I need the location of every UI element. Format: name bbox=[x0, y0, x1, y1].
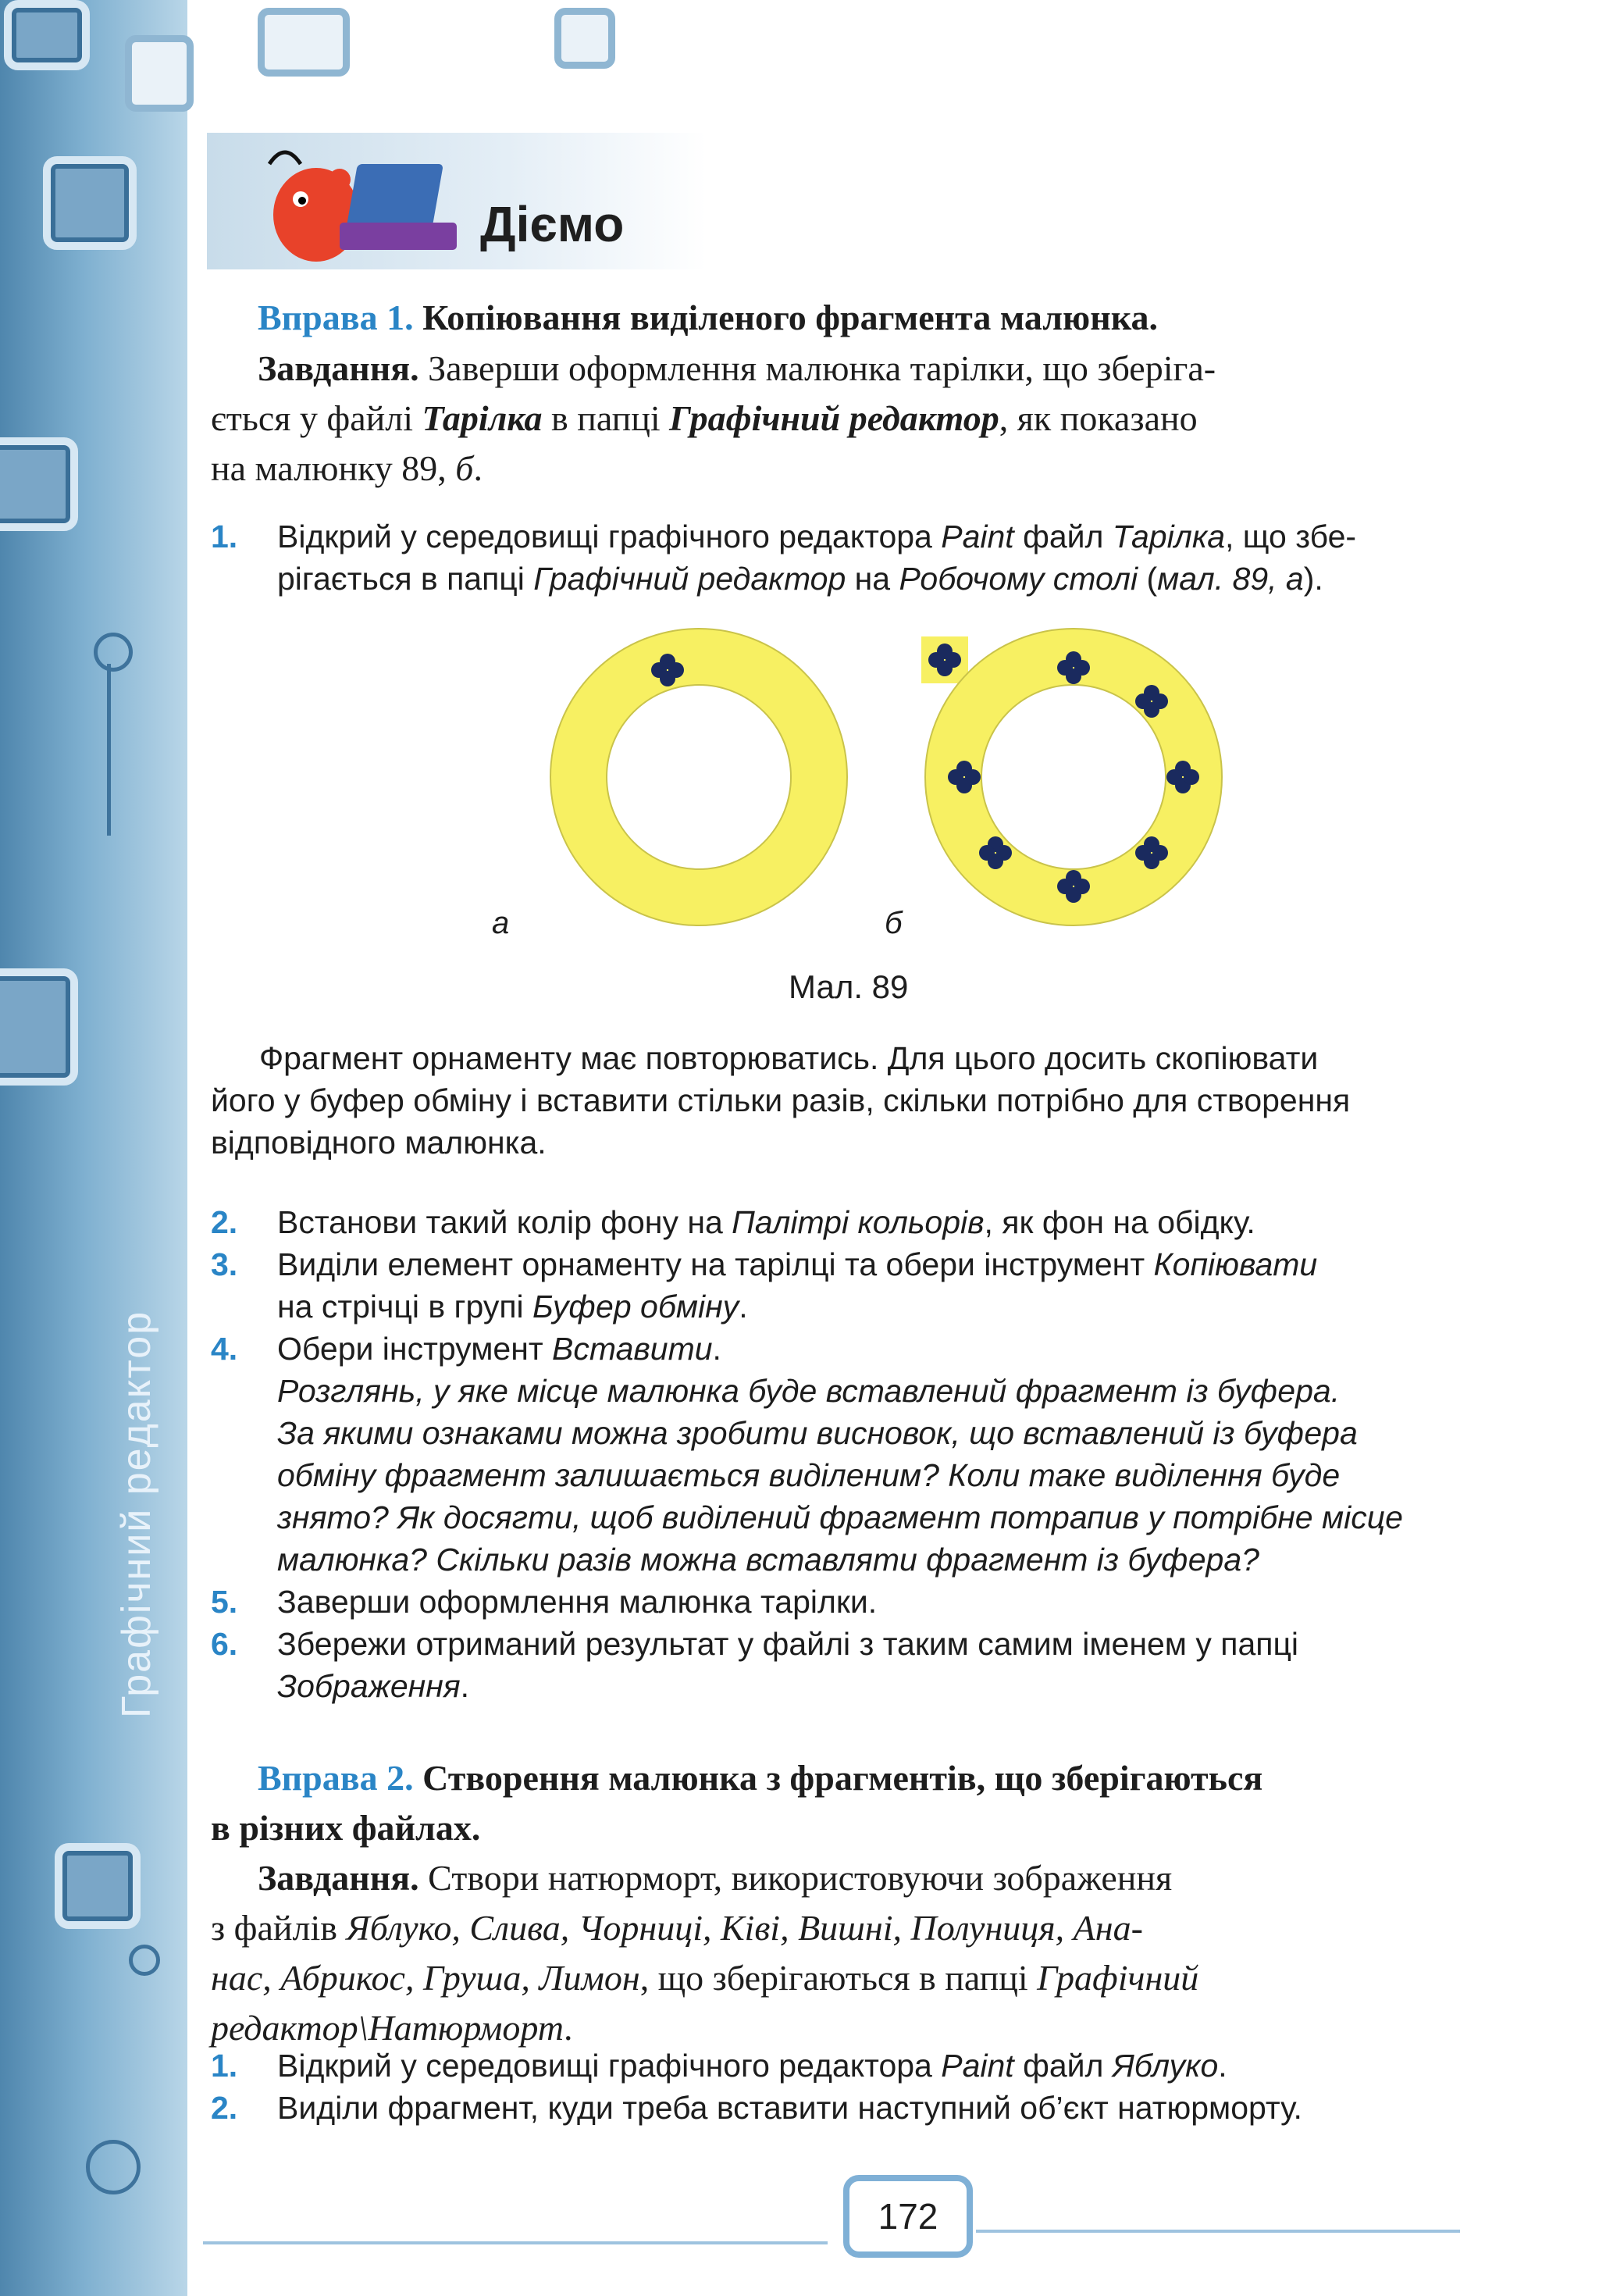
tool-name: Копіювати bbox=[1153, 1246, 1318, 1282]
step-text: , що збе- bbox=[1225, 519, 1357, 554]
question-text: малюнка? Скільки разів можна вставляти фрагмент із буфера? bbox=[277, 1542, 1259, 1578]
step-body bbox=[277, 1243, 1530, 1328]
step-text: Встанови такий колір фону на bbox=[277, 1204, 732, 1240]
exercise-title: в різних файлах. bbox=[211, 1808, 481, 1848]
circle-decoration bbox=[94, 633, 133, 672]
figure-ref: б bbox=[455, 448, 474, 488]
file-names: Яблуко, Слива, Чорниці, Ківі, Вишні, Полуниця, Ана- bbox=[346, 1908, 1143, 1948]
square-decoration bbox=[125, 35, 194, 112]
exercise-2-step-1 bbox=[211, 2045, 1530, 2087]
step-text: ( bbox=[1138, 561, 1158, 597]
question-text: Розглянь, у яке місце малюнка буде вставлений фрагмент із буфера. bbox=[277, 1373, 1341, 1409]
paragraph-line: його у буфер обміну і вставити стільки разів, скільки потрібно для створення bbox=[211, 1082, 1351, 1118]
step-text: Заверши оформлення малюнка тарілки. bbox=[277, 1584, 878, 1620]
page-number: 172 bbox=[843, 2175, 973, 2258]
line-decoration bbox=[107, 664, 111, 836]
step-number: 2. bbox=[211, 2090, 238, 2126]
step-body bbox=[277, 1201, 1530, 1243]
square-decoration bbox=[0, 968, 78, 1086]
step-text: . bbox=[1218, 2048, 1227, 2084]
step-text: ). bbox=[1303, 561, 1323, 597]
figure-ref: мал. 89, а bbox=[1157, 561, 1304, 597]
step-body bbox=[277, 1328, 1530, 1581]
task-text: на малюнку 89, bbox=[211, 448, 456, 488]
footer-line bbox=[203, 2241, 828, 2244]
exercise-1-task bbox=[211, 344, 1530, 494]
file-name: Тарілка bbox=[1112, 519, 1225, 554]
step-body bbox=[277, 2045, 1530, 2087]
step-number: 1. bbox=[211, 519, 238, 554]
step-number: 6. bbox=[211, 1626, 238, 1662]
figure-label-a: а bbox=[492, 906, 510, 940]
file-name: Тарілка bbox=[422, 398, 543, 438]
step-text: на bbox=[846, 561, 899, 597]
step-text: Відкрий у середовищі графічного редактора bbox=[277, 2048, 942, 2084]
step-text: Збережи отриманий результат у файлі з таким самим іменем у папці bbox=[277, 1626, 1299, 1662]
exercise-2-heading bbox=[211, 1753, 1530, 1853]
step-text: на стрічці в групі bbox=[277, 1289, 533, 1324]
step-body bbox=[277, 515, 1530, 600]
paragraph-line: Фрагмент орнаменту має повторюватись. Для цього досить скопіювати bbox=[259, 1040, 1319, 1076]
file-names: нас, Абрикос, Груша, Лимон bbox=[211, 1958, 640, 1998]
plate-b bbox=[921, 629, 1222, 925]
tool-name: Вставити bbox=[552, 1331, 713, 1367]
figure-89 bbox=[500, 617, 1280, 953]
step-3 bbox=[211, 1243, 1530, 1324]
section-vertical-label: Графічний редактор bbox=[114, 1310, 159, 1718]
footer-line bbox=[976, 2230, 1460, 2233]
circle-decoration bbox=[129, 1945, 160, 1976]
step-text: . bbox=[712, 1331, 721, 1367]
task-text: Заверши оформлення малюнка тарілки, що зберіга- bbox=[428, 348, 1216, 388]
square-decoration bbox=[43, 156, 137, 250]
square-decoration bbox=[258, 8, 350, 77]
exercise-2-step-2 bbox=[211, 2087, 1530, 2129]
step-text: файл bbox=[1013, 519, 1113, 554]
location-name: Робочому столі bbox=[899, 561, 1138, 597]
step-text: рігається в папці bbox=[277, 561, 534, 597]
step-number: 1. bbox=[211, 2048, 238, 2084]
group-name: Буфер обміну bbox=[532, 1289, 739, 1324]
step-4 bbox=[211, 1328, 1530, 1578]
folder-name: Графічний bbox=[1037, 1958, 1199, 1998]
step-text: Обери інструмент bbox=[277, 1331, 553, 1367]
folder-path: редактор\Натюрморт bbox=[211, 2008, 564, 2048]
step-number: 5. bbox=[211, 1584, 238, 1620]
step-number: 3. bbox=[211, 1246, 238, 1282]
step-2 bbox=[211, 1201, 1530, 1243]
square-decoration bbox=[554, 8, 615, 69]
circle-decoration bbox=[86, 2140, 141, 2194]
section-header bbox=[207, 133, 707, 269]
step-body bbox=[277, 1623, 1530, 1707]
figure-caption: Мал. 89 bbox=[789, 968, 909, 1005]
dog-laptop-icon bbox=[223, 133, 472, 269]
task-text: з файлів bbox=[211, 1908, 347, 1948]
square-decoration bbox=[55, 1843, 141, 1929]
plate-a bbox=[550, 629, 847, 925]
step-text: файл bbox=[1013, 2048, 1113, 2084]
step-text: , як фон на обідку. bbox=[984, 1204, 1255, 1240]
step-body bbox=[277, 2087, 1530, 2129]
tool-name: Палітрі кольорів bbox=[732, 1204, 985, 1240]
task-text: Створи натюрморт, використовуючи зображення bbox=[428, 1858, 1173, 1898]
step-text: Відкрий у середовищі графічного редактора bbox=[277, 519, 942, 554]
task-text: . bbox=[564, 2008, 573, 2048]
task-text: , як показано bbox=[999, 398, 1198, 438]
exercise-title: Копіювання виділеного фрагмента малюнка. bbox=[422, 298, 1159, 337]
task-text: в папці bbox=[542, 398, 670, 438]
figure-label-b: б bbox=[885, 906, 903, 940]
question-text: знято? Як досягти, щоб виділений фрагмент потрапив у потрібне місце bbox=[277, 1499, 1403, 1535]
app-name: Paint bbox=[941, 519, 1014, 554]
exercise-1-heading bbox=[211, 293, 1530, 343]
app-name: Paint bbox=[941, 2048, 1014, 2084]
step-1 bbox=[211, 515, 1530, 597]
step-6 bbox=[211, 1623, 1530, 1704]
task-text: , що зберігаються в папці bbox=[639, 1958, 1038, 1998]
section-title: Діємо bbox=[480, 196, 625, 252]
question-text: За якими ознаками можна зробити висновок, що вставлений із буфера bbox=[277, 1415, 1358, 1451]
step-text: . bbox=[460, 1668, 470, 1704]
exercise-2-task bbox=[211, 1853, 1530, 2053]
step-text: . bbox=[739, 1289, 748, 1324]
step-text: Виділи елемент орнаменту на тарілці та обери інструмент bbox=[277, 1246, 1154, 1282]
task-label: Завдання. bbox=[258, 1858, 419, 1898]
explanation-paragraph bbox=[211, 1037, 1530, 1164]
sidebar-decoration bbox=[0, 0, 187, 2296]
question-text: обміну фрагмент залишається виділеним? Коли таке виділення буде bbox=[277, 1457, 1341, 1493]
file-name: Яблуко bbox=[1112, 2048, 1219, 2084]
paragraph-line: відповідного малюнка. bbox=[211, 1125, 547, 1160]
task-text: ється у файлі bbox=[211, 398, 422, 438]
step-body bbox=[277, 1581, 1530, 1623]
exercise-title: Створення малюнка з фрагментів, що зберігаються bbox=[422, 1758, 1263, 1798]
square-decoration bbox=[4, 0, 90, 70]
task-label: Завдання. bbox=[258, 348, 419, 388]
step-5 bbox=[211, 1581, 1530, 1623]
folder-name: Графічний редактор bbox=[533, 561, 846, 597]
task-text: . bbox=[473, 448, 483, 488]
square-decoration bbox=[0, 437, 78, 531]
exercise-label: Вправа 2. bbox=[258, 1758, 414, 1798]
step-number: 2. bbox=[211, 1204, 238, 1240]
folder-name: Графічний редактор bbox=[669, 398, 999, 438]
folder-name: Зображення bbox=[277, 1668, 461, 1704]
step-text: Виділи фрагмент, куди треба вставити наступний об’єкт натюрморту. bbox=[277, 2090, 1302, 2126]
step-number: 4. bbox=[211, 1331, 238, 1367]
exercise-label: Вправа 1. bbox=[258, 298, 414, 337]
